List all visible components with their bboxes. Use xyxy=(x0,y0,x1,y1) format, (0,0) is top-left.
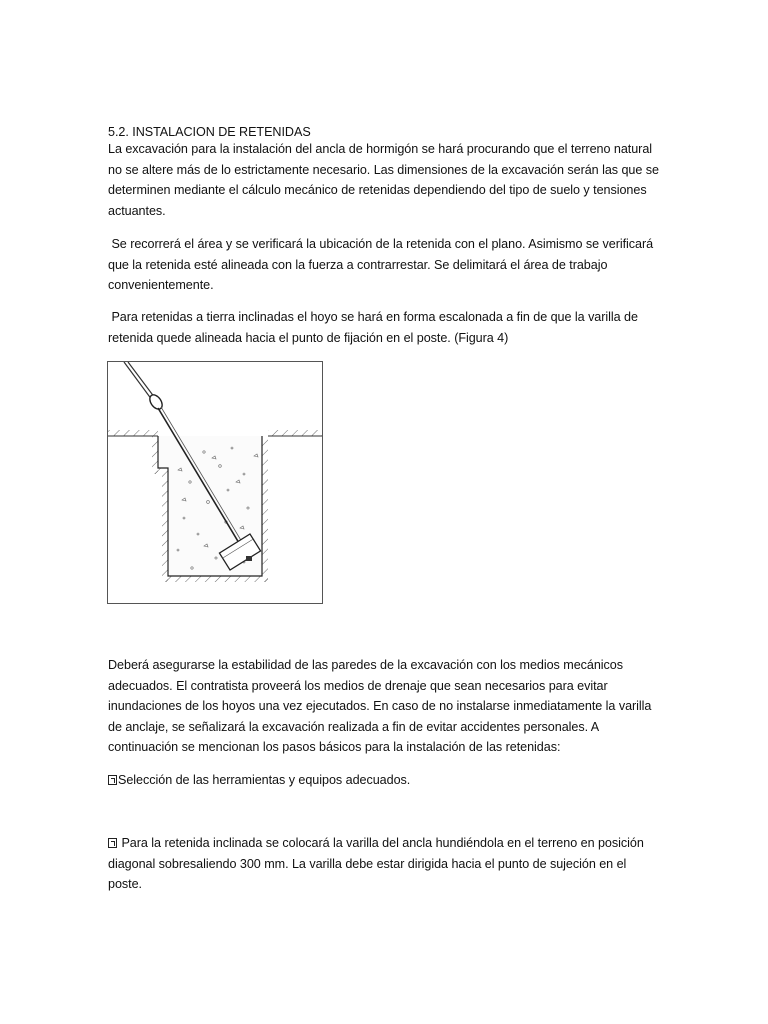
guy-wire-2 xyxy=(128,362,155,398)
paragraph-site-verification xyxy=(108,234,663,296)
paragraph-excavation: La excavación para la instalación del ancla de hormigón se hará procurando que el terreno natural no se altere más de lo estrictamente necesario. Las dimensiones de la excavación serán las que se determinen mediante el cálculo mecánico de retenidas dependiendo del tipo de suelo y tensiones actuantes. xyxy=(108,142,659,218)
anchor-nut xyxy=(246,556,252,561)
section-heading: 5.2. INSTALACION DE RETENIDAS xyxy=(108,125,311,139)
step-hatch xyxy=(152,468,168,474)
bullet-glyph-icon xyxy=(108,775,117,785)
paragraph-stability: Deberá asegurarse la estabilidad de las paredes de la excavación con los medios mecánicos adecuados. El contratista proveerá los medios de drenaje que sean necesarios para evitar inundaciones de los hoyos una vez ejecutados. En caso de no instalarse inmediatamente la varilla de anclaje, se señalizará la excavación realizada a fin de evitar accidentes personales. A continuación se mencionan los pasos básicos para la instalación de las retenidas: xyxy=(108,658,652,754)
paragraph-inclined-guys xyxy=(108,307,663,348)
anchor-excavation-figure xyxy=(107,361,323,604)
wall-hatch-right xyxy=(262,436,268,582)
guy-wire xyxy=(124,362,152,400)
bullet-item-text: Para la retenida inclinada se colocará la varilla del ancla hundiéndola en el terreno en posición diagonal sobresaliendo 300 mm. La varilla debe estar dirigida hacia el punto de sujeción en el poste. xyxy=(108,836,644,891)
paragraph-inclined-guys-text: Para retenidas a tierra inclinadas el hoyo se hará en forma escalonada a fin de que la varilla de retenida quede alineada hacia el punto de fijación en el poste. (Figura 4) xyxy=(108,310,638,345)
bullet-glyph-icon xyxy=(108,838,117,848)
bottom-hatch xyxy=(162,576,268,582)
wall-hatch-lower-left xyxy=(162,474,168,582)
ground-hatch-left xyxy=(108,430,158,436)
ground-hatch-right xyxy=(268,430,322,436)
bullet-item-text: Selección de las herramientas y equipos adecuados. xyxy=(118,773,411,787)
paragraph-site-verification-text: Se recorrerá el área y se verificará la ubicación de la retenida con el plano. Asimismo se verificará que la retenida esté alineada con la fuerza a contrarrestar. Se delimitará el área de trabajo convenientemente. xyxy=(108,237,654,292)
bullet-item xyxy=(108,833,663,895)
bullet-item xyxy=(108,770,663,791)
